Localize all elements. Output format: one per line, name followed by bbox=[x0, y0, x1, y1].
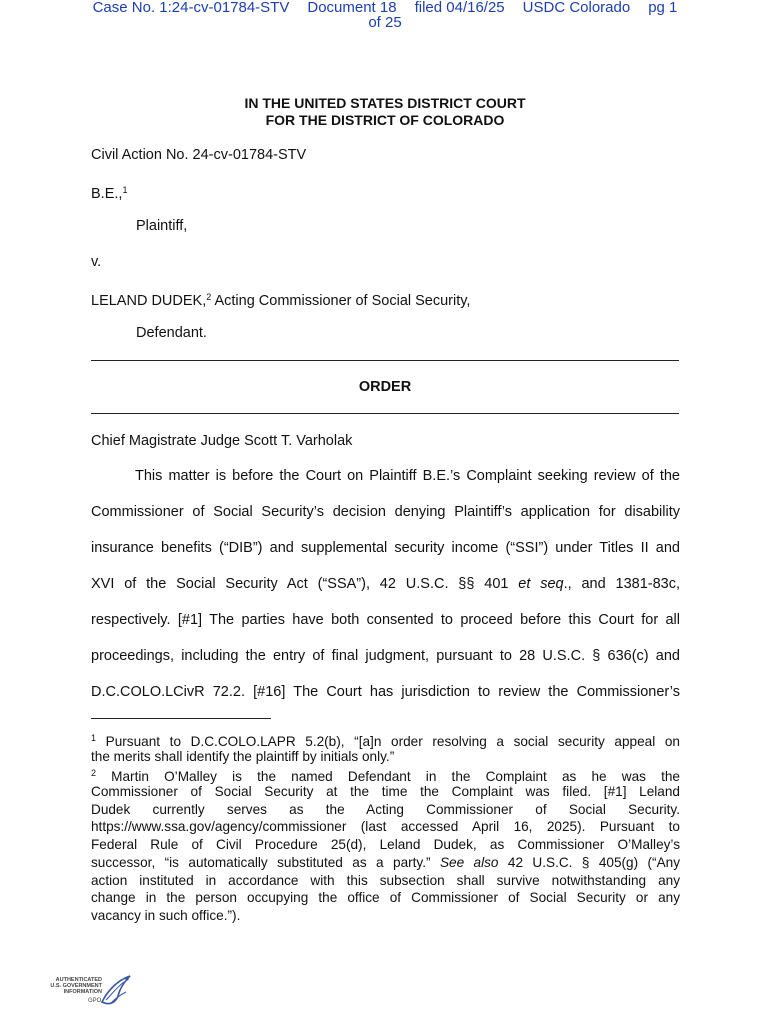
statute-text-end: ., and 1381-83c, bbox=[563, 576, 680, 592]
body-line: Commissioner of Social Security’s decision denying Plaintiff’s application for disability bbox=[91, 504, 680, 520]
footnote-2-number: 2 bbox=[91, 768, 97, 779]
versus: v. bbox=[91, 254, 102, 270]
footnote-2-line: Commissioner of Social Security at the time the Complaint was filed. [#1] Leland bbox=[91, 784, 680, 800]
gpo-authentication-seal bbox=[44, 972, 134, 1012]
see-also: See also bbox=[439, 854, 499, 870]
civil-action-number: Civil Action No. 24-cv-01784-STV bbox=[91, 147, 307, 163]
seal-line-3: INFORMATION bbox=[63, 989, 102, 995]
divider-top bbox=[91, 360, 679, 361]
footnotes bbox=[91, 730, 680, 925]
statute-text: XVI of the Social Security Act (“SSA”), 42 U.S.C. §§ 401 bbox=[91, 576, 519, 592]
footnote-2-url-line: https://www.ssa.gov/agency/commissioner (last accessed April 16, 2025). Pursuant to bbox=[91, 819, 680, 835]
body-line-statute bbox=[91, 576, 680, 612]
footnote-2-line: action instituted in accordance with this subsection shall survive notwithstanding any bbox=[91, 872, 680, 888]
footnote-ref-2: 2 bbox=[206, 292, 212, 302]
defendant-role: Defendant. bbox=[136, 325, 207, 341]
gpo-eagle-icon bbox=[96, 972, 136, 1012]
court-line-2: FOR THE DISTRICT OF COLORADO bbox=[265, 112, 505, 128]
body-line: insurance benefits (“DIB”) and supplemental security income (“SSI”) under Titles II and bbox=[91, 540, 680, 556]
defendant-name: LELAND DUDEK, bbox=[91, 293, 207, 309]
footnote-separator bbox=[91, 718, 271, 719]
court-line-1: IN THE UNITED STATES DISTRICT COURT bbox=[244, 95, 526, 111]
footnote-2-line: Dudek currently serves as the Acting Commissioner of Social Security. bbox=[91, 801, 680, 817]
footnote-1-line bbox=[91, 730, 680, 748]
body-line: proceedings, including the entry of final judgment, pursuant to 28 U.S.C. § 636(c) and bbox=[91, 648, 680, 664]
order-body bbox=[91, 468, 680, 720]
plaintiff-name-line bbox=[91, 182, 127, 203]
order-title: ORDER bbox=[358, 379, 412, 395]
seal-label: GPO bbox=[88, 998, 102, 1004]
footnote-1-line: the merits shall identify the plaintiff by initials only.” bbox=[91, 748, 395, 764]
header-filed: filed 04/16/25 bbox=[414, 0, 505, 16]
footnote-2-line: change in the person occupying the office of Commissioner of Social Security or any bbox=[91, 890, 680, 906]
header-page-total: of 25 bbox=[368, 14, 402, 31]
footnote-2-line bbox=[91, 854, 680, 872]
header-page: pg 1 bbox=[648, 0, 678, 16]
header-document: Document 18 bbox=[307, 0, 397, 16]
body-line: respectively. [#1] The parties have both consented to proceed before this Court for all bbox=[91, 612, 680, 628]
divider-bottom bbox=[91, 413, 679, 414]
footnote-2-line bbox=[91, 765, 680, 783]
et-seq: et seq bbox=[518, 576, 564, 592]
footnote-2-line: Federal Rule of Civil Procedure 25(d), Leland Dudek, as Commissioner O’Malley’s bbox=[91, 837, 680, 853]
footnote-2-text: 42 U.S.C. § 405(g) (“Any bbox=[498, 854, 681, 870]
seal-line-1: AUTHENTICATED bbox=[55, 977, 102, 983]
seal-text bbox=[44, 977, 102, 995]
body-line: This matter is before the Court on Plaintiff B.E.’s Complaint seeking review of the bbox=[135, 468, 680, 484]
footnote-1-text: Pursuant to D.C.COLO.LAPR 5.2(b), “[a]n order resolving a social security appeal on bbox=[96, 734, 680, 749]
footnote-2-line: vacancy in such office.”). bbox=[91, 907, 241, 923]
footnote-ref-1: 1 bbox=[122, 185, 128, 195]
seal-line-2: U.S. GOVERNMENT bbox=[50, 983, 102, 989]
footnote-1-number: 1 bbox=[91, 733, 97, 743]
defendant-title: Acting Commissioner of Social Security, bbox=[211, 293, 471, 309]
header-case-no: Case No. 1:24-cv-01784-STV bbox=[92, 0, 290, 16]
court-heading bbox=[0, 95, 770, 129]
judge-name: Chief Magistrate Judge Scott T. Varholak bbox=[91, 433, 353, 449]
footnote-2-text: Martin O’Malley is the named Defendant in the Complaint as he was the bbox=[96, 769, 680, 785]
body-line: D.C.COLO.LCivR 72.2. [#16] The Court has jurisdiction to review the Commissioner’s bbox=[91, 684, 680, 700]
header-court: USDC Colorado bbox=[522, 0, 631, 16]
plaintiff-name: B.E., bbox=[91, 186, 123, 202]
defendant-line bbox=[91, 289, 470, 310]
footnote-2-text: successor, “is automatically substituted as a party.” bbox=[91, 854, 440, 870]
plaintiff-role: Plaintiff, bbox=[136, 218, 188, 234]
